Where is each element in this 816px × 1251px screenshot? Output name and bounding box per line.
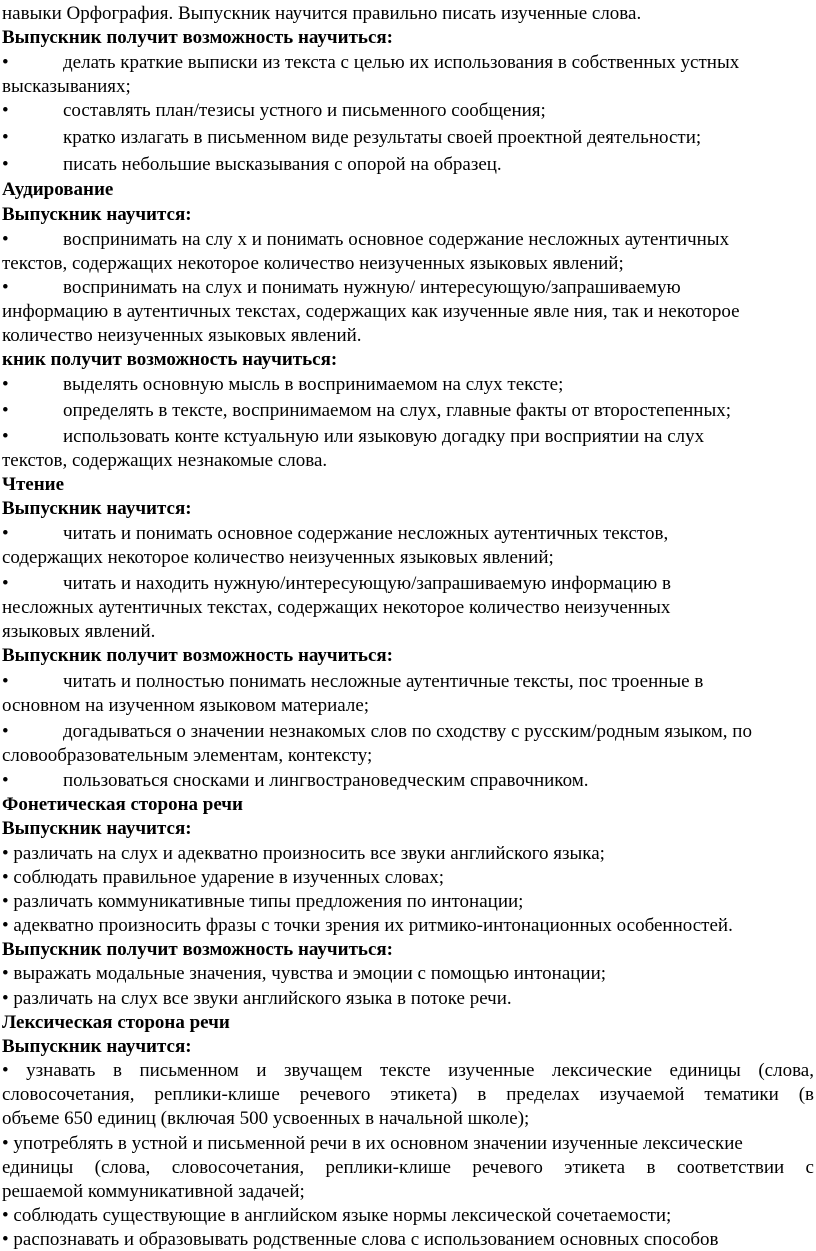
- list-item: читать и находить нужную/интересующую/запрашиваемую информацию в: [63, 573, 671, 594]
- section-heading: Лексическая сторона речи: [2, 1012, 230, 1033]
- list-item: • соблюдать существующие в английском языке нормы лексической сочетаемости;: [2, 1205, 672, 1226]
- text-line: решаемой коммуникативной задачей;: [2, 1181, 305, 1202]
- list-item: определять в тексте, воспринимаемом на слух, главные факты от второстепенных;: [63, 400, 732, 421]
- text-line: текстов, содержащих незнакомые слова.: [2, 450, 328, 471]
- bullet-icon: •: [2, 229, 9, 250]
- list-item: • употреблять в устной и письменной речи в их основном значении изученные лексические: [2, 1133, 743, 1154]
- text-line: единицы (слова, словосочетания, реплики-клише речевого этикета в соответствии с: [2, 1157, 814, 1178]
- list-item: • различать на слух все звуки английского языка в потоке речи.: [2, 988, 512, 1009]
- text-line: количество неизученных языковых явлений.: [2, 325, 362, 346]
- list-item: выделять основную мысль в воспринимаемом на слух тексте;: [63, 374, 564, 395]
- bullet-icon: •: [2, 52, 9, 73]
- list-item: читать и понимать основное содержание несложных аутентичных текстов,: [63, 523, 669, 544]
- bullet-icon: •: [2, 770, 9, 791]
- section-heading: Чтение: [2, 474, 65, 495]
- section-heading: Выпускник научится:: [2, 818, 192, 839]
- list-item: делать краткие выписки из текста с целью их использования в собственных устных: [63, 52, 740, 73]
- text-line: словообразовательным элементам, контексту;: [2, 745, 373, 766]
- text-line: основном на изученном языковом материале;: [2, 695, 370, 716]
- text-line: словосочетания, реплики-клише речевого этикета) в пределах изучаемой тематики (в: [2, 1084, 814, 1105]
- list-item: • адекватно произносить фразы с точки зрения их ритмико-интонационных особенностей.: [2, 915, 733, 936]
- section-heading: Фонетическая сторона речи: [2, 794, 243, 815]
- list-item: воспринимать на слух и понимать нужную/ интересующую/запрашиваемую: [63, 277, 681, 298]
- bullet-icon: •: [2, 671, 9, 692]
- list-item: • узнавать в письменном и звучащем тексте изученные лексические единицы (слова,: [2, 1060, 814, 1081]
- bullet-icon: •: [2, 154, 9, 175]
- list-item: кратко излагать в письменном виде результаты своей проектной деятельности;: [63, 127, 702, 148]
- bullet-icon: •: [2, 573, 9, 594]
- section-heading: Выпускник получит возможность научиться:: [2, 939, 394, 960]
- bullet-icon: •: [2, 374, 9, 395]
- bullet-icon: •: [2, 721, 9, 742]
- section-heading: Выпускник научится:: [2, 498, 192, 519]
- list-item: • распознавать и образовывать родственные слова с использованием основных способов: [2, 1229, 719, 1250]
- text-line: текстов, содержащих некоторое количество неизученных языковых явлений;: [2, 253, 624, 274]
- section-heading: Выпускник научится:: [2, 1036, 192, 1057]
- text-line: объеме 650 единиц (включая 500 усвоенных в начальной школе);: [2, 1108, 530, 1129]
- text-line: информацию в аутентичных текстах, содержащих как изученные явле ния, так и некоторое: [2, 301, 740, 322]
- list-item: составлять план/тезисы устного и письменного сообщения;: [63, 100, 546, 121]
- list-item: • различать на слух и адекватно произносить все звуки английского языка;: [2, 843, 605, 864]
- text-line: навыки Орфография. Выпускник научится правильно писать изученные слова.: [2, 3, 642, 24]
- text-line: высказываниях;: [2, 76, 131, 97]
- section-heading: Выпускник получит возможность научиться:: [2, 645, 394, 666]
- text-line: содержащих некоторое количество неизученных языковых явлений;: [2, 547, 554, 568]
- section-heading: кник получит возможность научиться:: [2, 349, 338, 370]
- list-item: догадываться о значении незнакомых слов по сходству с русским/родным языком, по: [63, 721, 752, 742]
- text-line: языковых явлений.: [2, 621, 156, 642]
- section-heading: Выпускник получит возможность научиться:: [2, 27, 394, 48]
- bullet-icon: •: [2, 400, 9, 421]
- section-heading: Выпускник научится:: [2, 204, 192, 225]
- bullet-icon: •: [2, 127, 9, 148]
- list-item: • различать коммуникативные типы предложения по интонации;: [2, 891, 524, 912]
- bullet-icon: •: [2, 277, 9, 298]
- list-item: • выражать модальные значения, чувства и эмоции с помощью интонации;: [2, 963, 607, 984]
- bullet-icon: •: [2, 426, 9, 447]
- list-item: использовать конте кстуальную или языковую догадку при восприятии на слух: [63, 426, 705, 447]
- bullet-icon: •: [2, 523, 9, 544]
- list-item: писать небольшие высказывания с опорой на образец.: [63, 154, 502, 175]
- list-item: воспринимать на слу х и понимать основное содержание несложных аутентичных: [63, 229, 730, 250]
- list-item: пользоваться сносками и лингвострановедческим справочником.: [63, 770, 589, 791]
- list-item: • соблюдать правильное ударение в изученных словах;: [2, 867, 445, 888]
- section-heading: Аудирование: [2, 179, 114, 200]
- bullet-icon: •: [2, 100, 9, 121]
- list-item: читать и полностью понимать несложные аутентичные тексты, пос троенные в: [63, 671, 704, 692]
- text-line: несложных аутентичных текстах, содержащих некоторое количество неизученных: [2, 597, 671, 618]
